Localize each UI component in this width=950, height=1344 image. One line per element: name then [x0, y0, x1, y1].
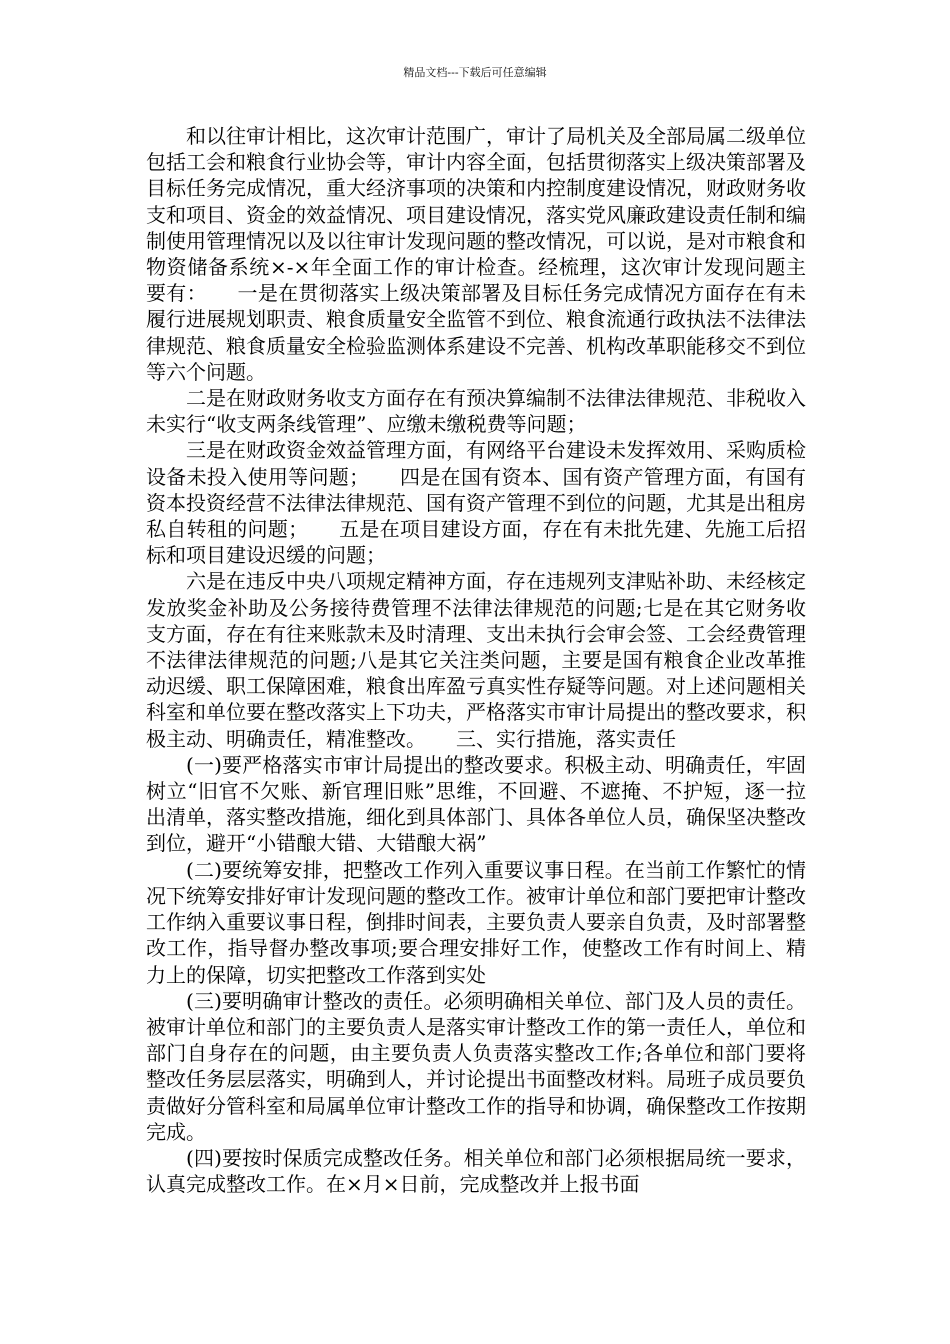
paragraph-measure-1: (一)要严格落实市审计局提出的整改要求。积极主动、明确责任，牢固树立“旧官不欠账、新官理旧账”思维，不回避、不遮掩、不护短，逐一拉出清单，落实整改措施，细化到具体部门、具体各单位人员，确保坚决整改到位，避开“小错酿大错、大错酿大祸”	[146, 752, 806, 856]
paragraph-eight-rules-other-issues: 六是在违反中央八项规定精神方面，存在违规列支津贴补助、未经核定发放奖金补助及公务接待费管理不法律法律规范的问题;七是在其它财务收支方面，存在有往来账款未及时清理、支出未执行会审会签、工会经费管理不法律法律规范的问题;八是其它关注类问题，主要是国有粮食企业改革推动迟缓、职工保障困难，粮食出库盈亏真实性存疑等问题。对上述问题相关科室和单位要在整改落实上下功夫，严格落实市审计局提出的整改要求，积极主动、明确责任，精准整改。 三、实行措施，落实责任	[146, 569, 806, 751]
paragraph-measure-2: (二)要统筹安排，把整改工作列入重要议事日程。在当前工作繁忙的情况下统筹安排好审计发现问题的整改工作。被审计单位和部门要把审计整改工作纳入重要议事日程，倒排时间表，主要负责人要亲自负责，及时部署整改工作，指导督办整改事项;要合理安排好工作，使整改工作有时间上、精力上的保障，切实把整改工作落到实处	[146, 857, 806, 987]
paragraph-measure-3: (三)要明确审计整改的责任。必须明确相关单位、部门及人员的责任。被审计单位和部门的主要负责人是落实审计整改工作的第一责任人，单位和部门自身存在的问题，由主要负责人负责落实整改工作;各单位和部门要将整改任务层层落实，明确到人，并讨论提出书面整改材料。局班子成员要负责做好分管科室和局属单位审计整改工作的指导和协调，确保整改工作按期完成。	[146, 988, 806, 1144]
page-header: 精品文档---下载后可任意编辑	[403, 66, 547, 79]
document-body	[146, 123, 806, 1197]
paragraph-finance-issues: 二是在财政财务收支方面存在有预决算编制不法律法律规范、非税收入未实行“收支两条线管理”、应缴未缴税费等问题；	[146, 386, 806, 437]
paragraph-efficiency-assets-projects: 三是在财政资金效益管理方面，有网络平台建设未发挥效用、采购质检设备未投入使用等问题； 四是在国有资本、国有资产管理方面，有国有资本投资经营不法律法律规范、国有资产管理不到位的问题，尤其是出租房私自转租的问题； 五是在项目建设方面，存在有未批先建、先施工后招标和项目建设迟缓的问题；	[146, 438, 806, 568]
paragraph-measure-4: (四)要按时保质完成整改任务。相关单位和部门必须根据局统一要求，认真完成整改工作。在×月×日前，完成整改并上报书面	[146, 1145, 806, 1197]
paragraph-audit-scope: 和以往审计相比，这次审计范围广，审计了局机关及全部局属二级单位包括工会和粮食行业协会等，审计内容全面，包括贯彻落实上级决策部署及目标任务完成情况，重大经济事项的决策和内控制度建设情况，财政财务收支和项目、资金的效益情况、项目建设情况，落实党风廉政建设责任制和编制使用管理情况以及以往审计发现问题的整改情况，可以说，是对市粮食和物资储备系统×-×年全面工作的审计检查。经梳理，这次审计发现问题主要有： 一是在贯彻落实上级决策部署及目标任务完成情况方面存在有未履行进展规划职责、粮食质量安全监管不到位、粮食流通行政执法不法律法律规范、粮食质量安全检验监测体系建设不完善、机构改革职能移交不到位等六个问题。	[146, 124, 806, 384]
